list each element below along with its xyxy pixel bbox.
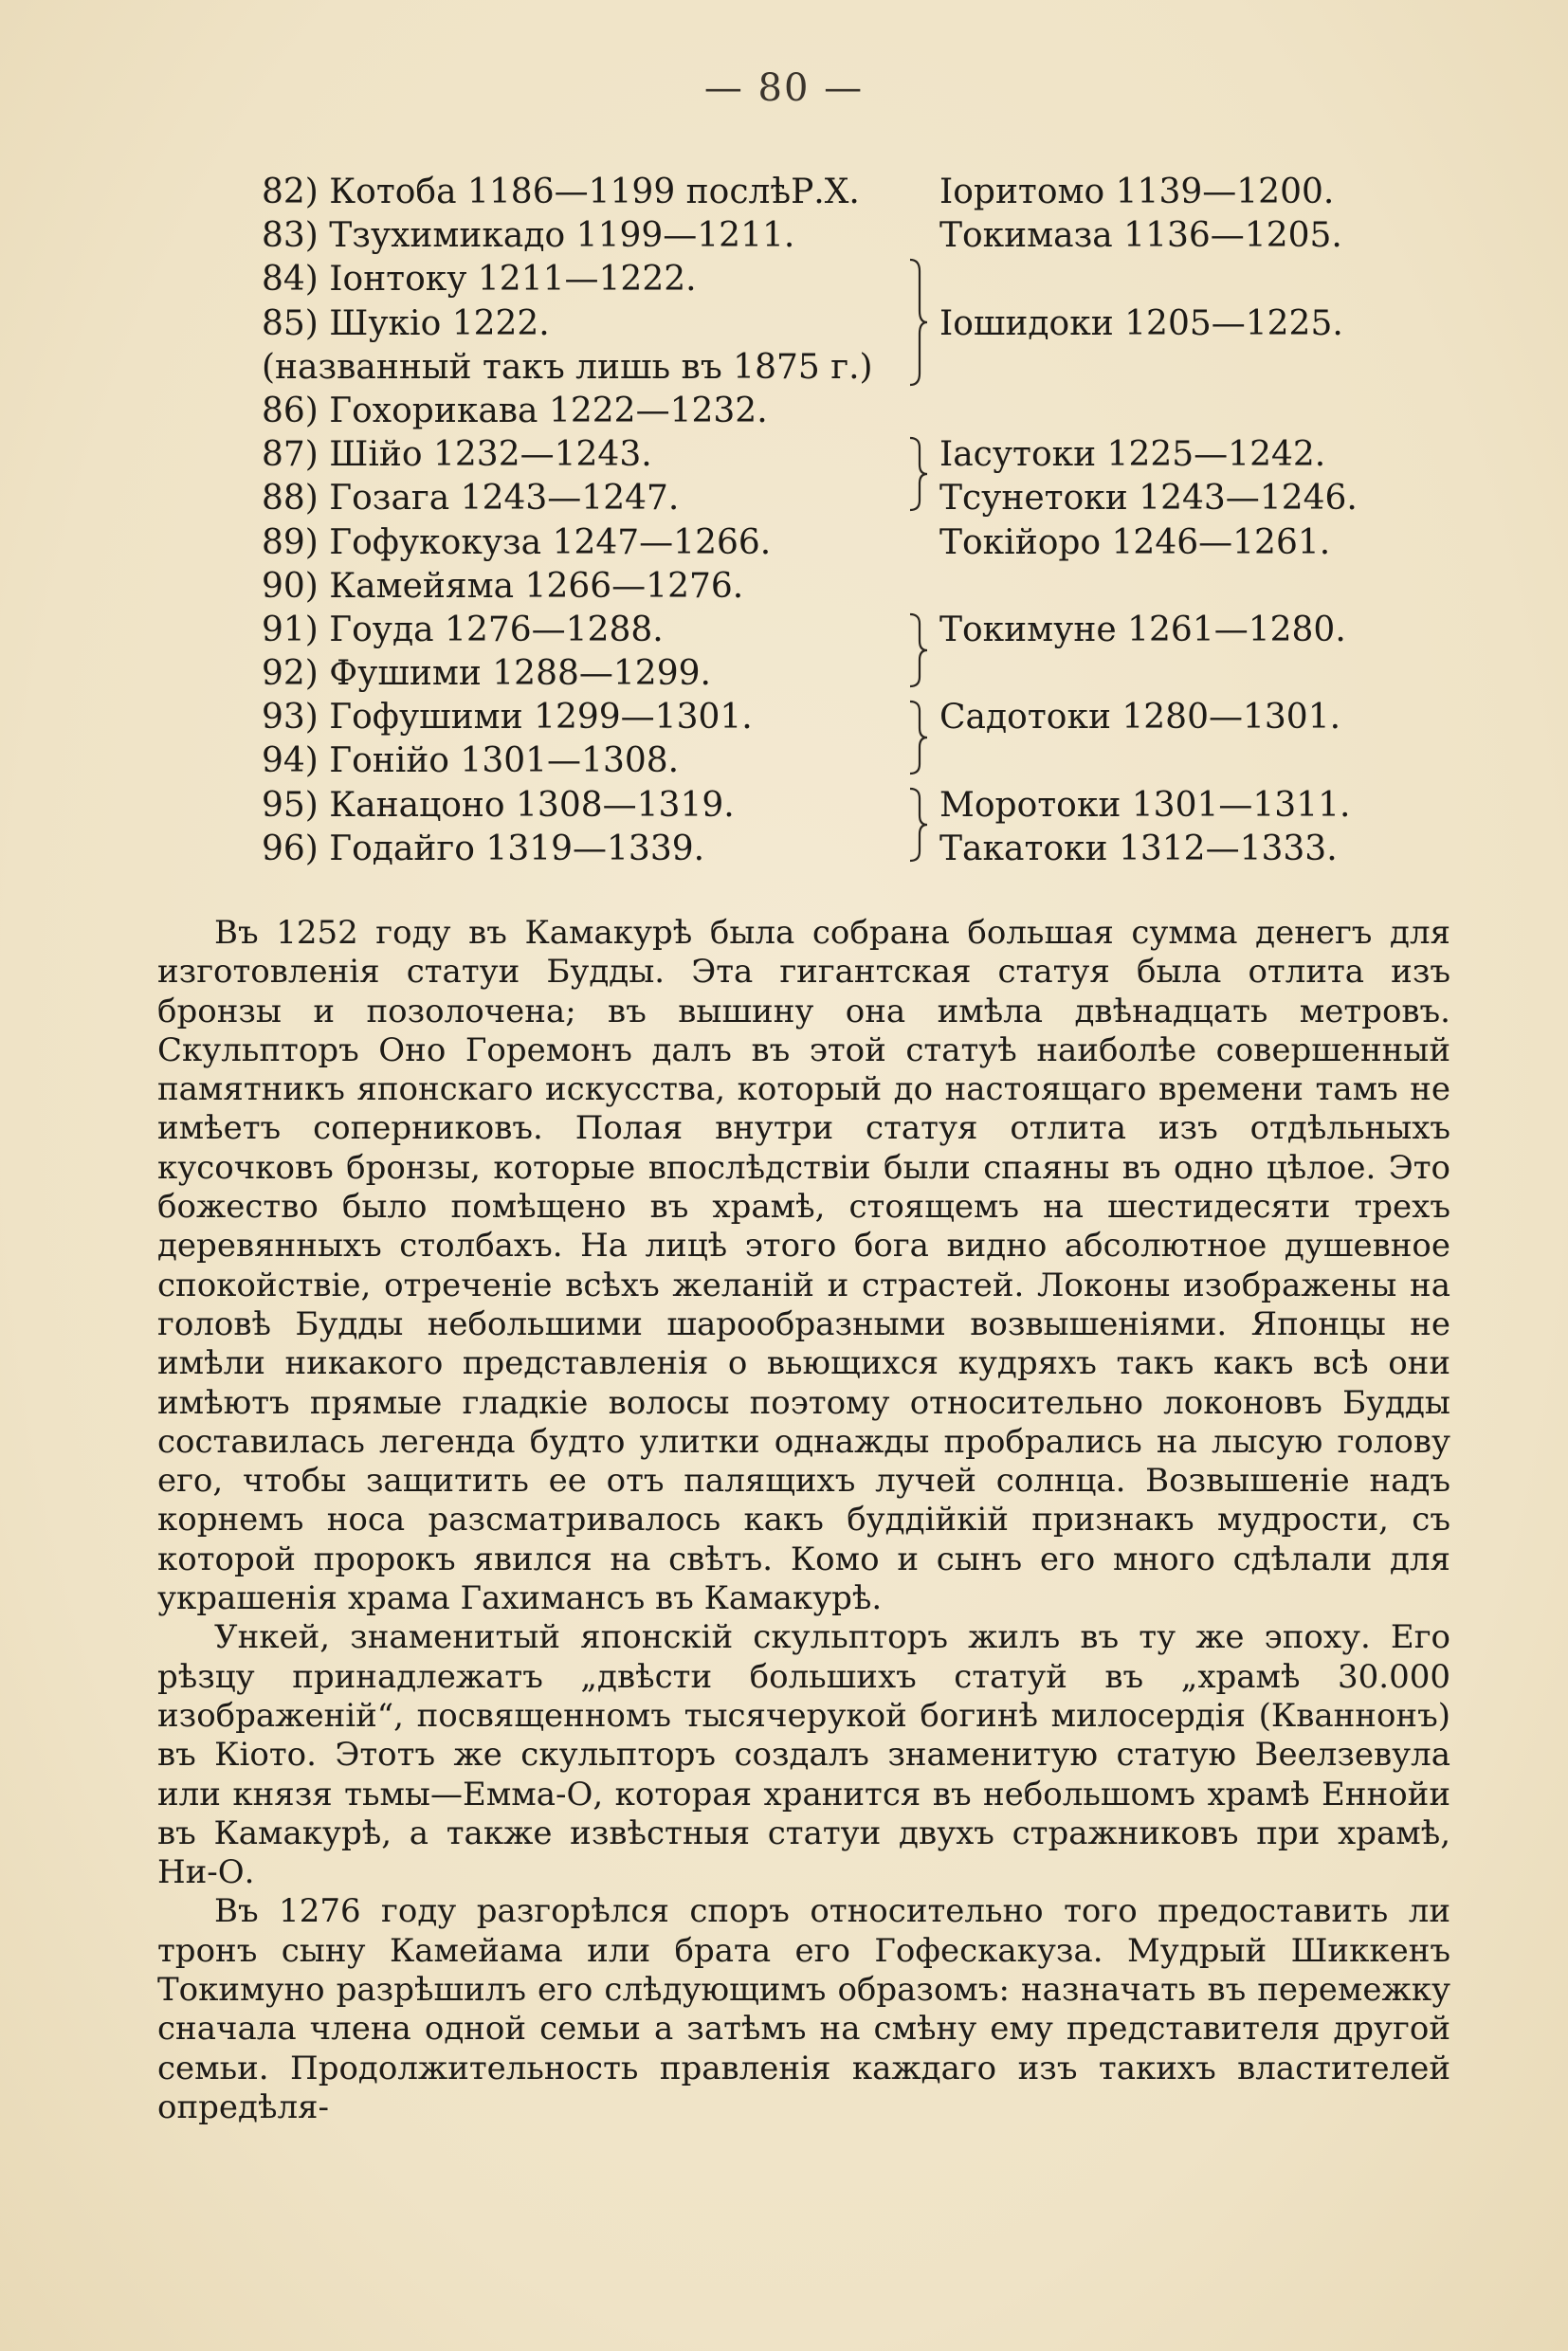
emperor-entry: (названный такъ лишь въ 1875 г.) bbox=[262, 347, 873, 387]
emperor-entry: 88) Гозага 1243—1247. bbox=[262, 479, 680, 519]
list-row bbox=[262, 433, 1409, 477]
emperor-entry: 91) Гоуда 1276—1288. bbox=[262, 610, 664, 649]
emperor-entry: 82) Котоба 1186—1199 послѣР.Х. bbox=[262, 173, 860, 211]
list-row bbox=[262, 346, 1409, 390]
curly-brace bbox=[906, 700, 929, 775]
curly-brace bbox=[906, 436, 929, 512]
regent-entry: Токійоро 1246—1261. bbox=[939, 522, 1331, 562]
emperor-entry: 96) Годайго 1319—1339. bbox=[262, 829, 705, 868]
emperor-entry: 87) Шійо 1232—1243. bbox=[262, 435, 652, 475]
list-row bbox=[262, 477, 1409, 520]
emperor-entry: 89) Гофукокуза 1247—1266. bbox=[262, 522, 772, 562]
regent-entry: Тсунетоки 1243—1246. bbox=[939, 479, 1358, 519]
list-row bbox=[262, 652, 1409, 696]
emperor-entry: 85) Шукіо 1222. bbox=[262, 303, 550, 343]
curly-brace bbox=[906, 787, 929, 863]
emperor-entry: 90) Камейяма 1266—1276. bbox=[262, 566, 744, 606]
list-row bbox=[262, 214, 1409, 258]
regent-entry: Такатоки 1312—1333. bbox=[939, 829, 1338, 868]
emperor-entry: 94) Гонійо 1301—1308. bbox=[262, 741, 680, 781]
regent-entry: Токимуне 1261—1280. bbox=[939, 610, 1346, 649]
emperor-entry: 83) Тзухимикадо 1199—1211. bbox=[262, 216, 795, 256]
page-number: — 80 — bbox=[703, 66, 865, 110]
list-row bbox=[262, 739, 1409, 783]
list-row bbox=[262, 565, 1409, 609]
paragraph: Въ 1276 году разгорѣлся споръ относительно того предоставить ли тронъ сыну Камейама или брата его Гофескакуза. Мудрый Шиккенъ Токимуно разрѣшилъ его слѣдующимъ образомъ: назначать въ перемежку сначала члена одной семьи а затѣмъ на смѣну ему представителя другой семьи. Продолжительность правленія каждаго изъ такихъ властителей опредѣля- bbox=[157, 1892, 1450, 2126]
regent-entry: Токимаза 1136—1205. bbox=[939, 216, 1342, 256]
list-row bbox=[262, 696, 1409, 739]
emperor-entry: 93) Гофушими 1299—1301. bbox=[262, 698, 753, 738]
paragraph: Въ 1252 году въ Камакурѣ была собрана большая сумма денегъ для изготовленія статуи Будды. Эта гигантская статуя была отлита изъ бронзы и позолочена; въ вышину она имѣла двѣнадцать метровъ. Скульпторъ Оно Горемонъ далъ въ этой статуѣ наиболѣе совершенный памятникъ японскаго искусства, который до настоящаго времени тамъ не имѣетъ соперниковъ. Полая внутри статуя отлита изъ отдѣльныхъ кусочковъ бронзы, которые впослѣдствіи были спаяны въ одно цѣлое. Это божество было помѣщено въ храмѣ, стоящемъ на шестидесяти трехъ деревянныхъ столбахъ. На лицѣ этого бога видно абсолютное душевное спокойствіе, отреченіе всѣхъ желаній и страстей. Локоны изображены на головѣ Будды небольшими шарообразными возвышеніями. Японцы не имѣли никакого представленія о вьющихся кудряхъ такъ какъ всѣ они имѣютъ прямые гладкіе волосы поэтому относительно локоновъ Будды составилась легенда будто улитки однажды пробрались на лысую голову его, чтобы защитить ее отъ палящихъ лучей солнца. Возвышеніе надъ корнемъ носа разсматривалось какъ буддійкій признакъ мудрости, съ которой пророкъ явился на свѣтъ. Комо и сынъ его много сдѣлали для украшенія храма Гахимансъ въ Камакурѣ. bbox=[157, 914, 1450, 1618]
list-row bbox=[262, 784, 1409, 828]
regent-entry: Садотоки 1280—1301. bbox=[939, 698, 1341, 738]
list-row bbox=[262, 609, 1409, 652]
regent-entry: Іошидоки 1205—1225. bbox=[939, 303, 1343, 343]
curly-brace bbox=[906, 258, 929, 387]
emperor-entry: 84) Іонтоку 1211—1222. bbox=[262, 260, 697, 300]
curly-brace bbox=[906, 612, 929, 688]
emperor-entry: 86) Гохорикава 1222—1232. bbox=[262, 391, 768, 430]
emperor-entry: 92) Фушими 1288—1299. bbox=[262, 654, 711, 694]
list-row bbox=[262, 390, 1409, 433]
body-text bbox=[157, 914, 1450, 2127]
list-row bbox=[262, 828, 1409, 871]
paragraph: Ункей, знаменитый японскій скульпторъ жилъ въ ту же эпоху. Его рѣзцу принадлежатъ „двѣсти большихъ статуй въ „храмѣ 30.000 изображеній“, посвященномъ тысячерукой богинѣ милосердія (Кваннонъ) въ Кіото. Этотъ же скульпторъ создалъ знаменитую статую Веелзевула или князя тьмы—Емма-О, которая хранится въ небольшомъ храмѣ Еннойи въ Камакурѣ, а также извѣстныя статуи двухъ стражниковъ при храмѣ, Ни-О. bbox=[157, 1618, 1450, 1892]
emperor-entry: 95) Канацоно 1308—1319. bbox=[262, 785, 735, 825]
list-row bbox=[262, 171, 1409, 214]
regent-entry: Моротоки 1301—1311. bbox=[939, 785, 1351, 825]
regent-entry: Іасутоки 1225—1242. bbox=[939, 435, 1326, 475]
list-row bbox=[262, 521, 1409, 565]
emperor-shogun-list bbox=[262, 171, 1409, 871]
list-row bbox=[262, 258, 1409, 301]
list-row bbox=[262, 302, 1409, 346]
regent-entry: Іоритомо 1139—1200. bbox=[939, 173, 1335, 211]
